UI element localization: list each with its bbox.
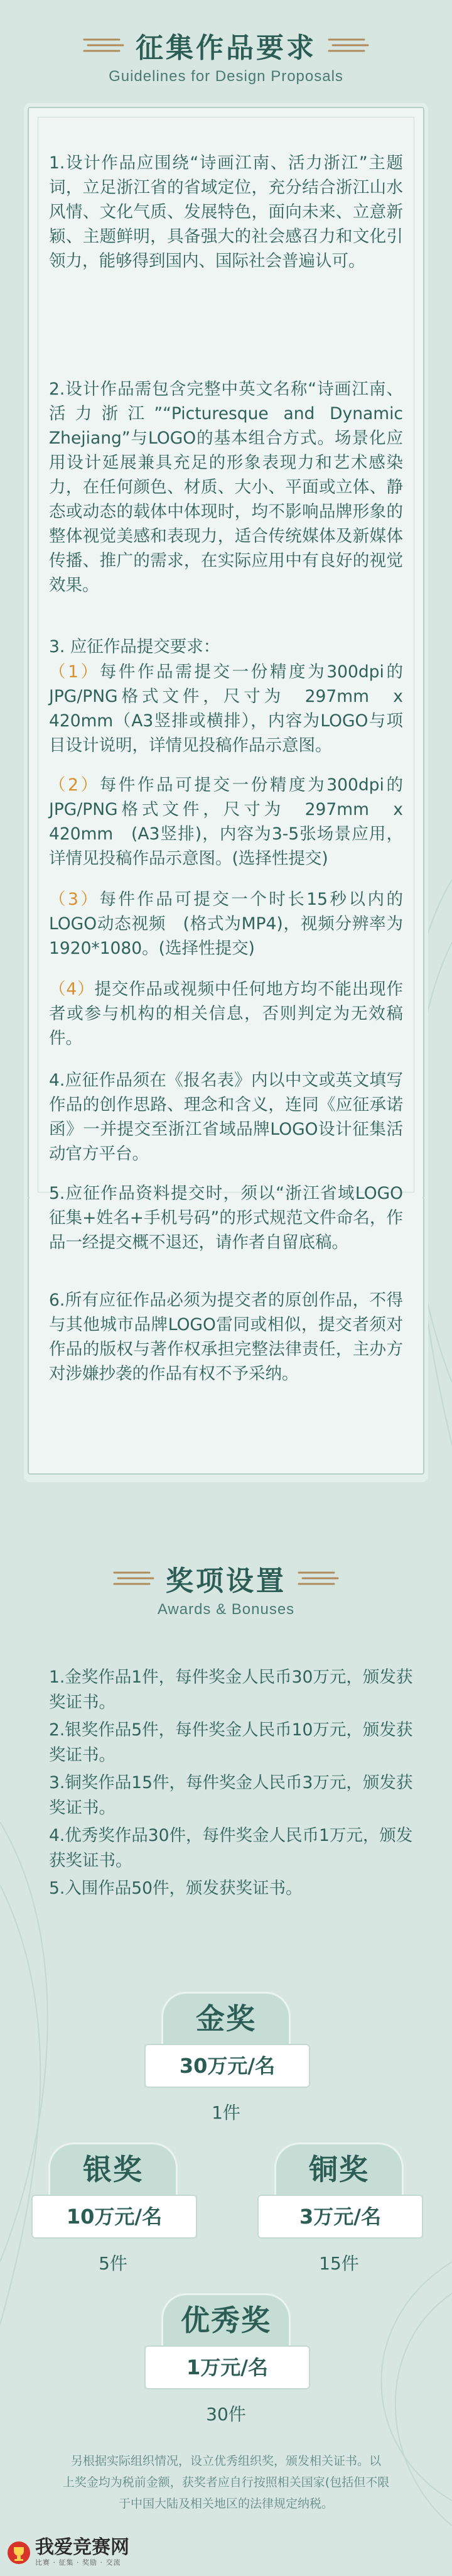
gold-award-badge	[144, 1992, 308, 2124]
sub-item-lead: （1）	[49, 662, 100, 682]
requirement-paragraph-5: 5.应征作品资料提交时，须以“浙江省域LOGO征集+姓名+手机号码”的形式规范文件命名，作品一经提交概不退还，请作者自留底稿。	[49, 1184, 403, 1252]
list-item: 3.铜奖作品15件，每件奖金人民币3万元，颁发获奖证书。	[49, 1773, 413, 1818]
list-item: 4.优秀奖作品30件，每件奖金人民币1万元，颁发获奖证书。	[49, 1826, 413, 1870]
award-amount: 1万元/名	[144, 2345, 310, 2389]
award-count: 15件	[319, 2253, 359, 2274]
award-name: 银奖	[48, 2142, 178, 2195]
sub-item-text: 每件作品需提交一份精度为300dpi的JPG/PNG格式文件，尺寸为 297mm x 420mm（A3竖排或横排），内容为LOGO与项目设计说明，详情见投稿作品示意图。	[49, 662, 420, 755]
footer-note-line: 上奖金均为税前金额，获奖者应自行按照相关国家(包括但不限	[62, 2475, 390, 2489]
wave-decoration-icon	[326, 35, 370, 56]
award-count: 30件	[206, 2404, 246, 2425]
requirement-paragraph-4: 4.应征作品须在《报名表》内以中文或英文填写作品的创作思路、理念和含义，连同《应征承诺函》一并提交至浙江省域品牌LOGO设计征集活动官方平台。	[49, 1071, 403, 1164]
logo-subtext: 比赛 · 征集 · 奖励 · 交流	[35, 2558, 121, 2567]
wave-decoration-icon	[296, 1568, 340, 1589]
section-subtitle: Awards & Bonuses	[157, 1601, 295, 1618]
section-subtitle: Guidelines for Design Proposals	[109, 68, 343, 85]
sub-item-lead: （4）	[49, 980, 95, 999]
requirement-paragraph-3: 3. 应征作品提交要求：	[49, 637, 220, 657]
award-name: 金奖	[161, 1992, 291, 2044]
trophy-logo-icon	[6, 2540, 31, 2565]
sub-item-3	[49, 887, 403, 961]
sub-item-lead: （3）	[49, 890, 100, 909]
list-item: 2.银奖作品5件，每件奖金人民币10万元，颁发获奖证书。	[49, 1720, 413, 1765]
requirement-paragraph-1: 1.设计作品应围绕“诗画江南、活力浙江”主题词，立足浙江省的省域定位，充分结合浙江山水风情、文化气质、发展特色，面向未来、立意新颖、主题鲜明，具备强大的社会感召力和文化引领力，能够得到国内、国际社会普遍认可。	[49, 153, 403, 271]
requirement-paragraph-6: 6.所有应征作品必须为提交者的原创作品，不得与其他城市品牌LOGO雷同或相似，提交者须对作品的版权与著作权承担完整法律责任，主办方对涉嫌抄袭的作品有权不予采纳。	[49, 1291, 403, 1384]
sub-item-4	[49, 977, 403, 1051]
footer-note-line: 于中国大陆及相关地区的法律规定纳税。	[118, 2497, 333, 2511]
award-name: 优秀奖	[161, 2293, 291, 2345]
wave-decoration-icon	[112, 1568, 156, 1589]
list-item: 5.入围作品50件，颁发获奖证书。	[49, 1879, 303, 1898]
section-awards-header	[0, 1558, 452, 1618]
list-item: 1.金奖作品1件，每件奖金人民币30万元，颁发获奖证书。	[49, 1667, 413, 1712]
award-name: 铜奖	[274, 2142, 404, 2195]
bronze-award-badge	[257, 2142, 421, 2275]
excellent-award-badge	[144, 2293, 308, 2426]
sub-item-text: 每件作品可提交一个时长15秒以内的LOGO动态视频 (格式为MP4)，视频分辨率为1920*1080。(选择性提交)	[49, 890, 403, 958]
requirement-paragraph-2: 2.设计作品需包含完整中英文名称“诗画江南、活力浙江”“Picturesque and Dynamic Zhejiang”与LOGO的基本组合方式。场景化应用设计延展兼具充足的形象表现力和艺术感染力，在任何颜色、材质、大小、平面或立体、静态或动态的载体中体现时，均不影响品牌形象的整体视觉美感和表现力，适合传统媒体及新媒体传播、推广的需求，在实际应用中有良好的视觉效果。	[49, 379, 403, 595]
wave-decoration-icon	[82, 35, 126, 56]
sub-item-1	[49, 660, 420, 758]
sub-item-text: 每件作品可提交一份精度为300dpi的JPG/PNG格式文件，尺寸为 297mm x 420mm (A3竖排)，内容为3-5张场景应用，详情见投稿作品示意图。(选择性提交)	[49, 775, 420, 868]
award-amount: 10万元/名	[31, 2195, 197, 2239]
award-amount: 3万元/名	[257, 2195, 423, 2239]
sub-item-lead: （2）	[49, 775, 100, 795]
silver-award-badge	[31, 2142, 195, 2275]
section-title: 征集作品要求	[136, 32, 316, 64]
award-count: 5件	[99, 2253, 127, 2274]
sub-item-text: 提交作品或视频中任何地方均不能出现作者或参与机构的相关信息，否则判定为无效稿件。	[49, 980, 403, 1048]
section-requirements-header	[0, 25, 452, 85]
logo-text: 我爱竞赛网	[35, 2536, 129, 2558]
award-list	[49, 1665, 413, 1904]
footer-note	[25, 2450, 427, 2514]
section-title: 奖项设置	[166, 1565, 286, 1597]
sub-item-2	[49, 773, 420, 871]
award-count: 1件	[212, 2102, 240, 2123]
footer-note-line: 另根据实际组织情况，设立优秀组织奖，颁发相关证书。以	[70, 2454, 381, 2468]
award-amount: 30万元/名	[144, 2044, 310, 2088]
site-logo	[6, 2538, 129, 2567]
